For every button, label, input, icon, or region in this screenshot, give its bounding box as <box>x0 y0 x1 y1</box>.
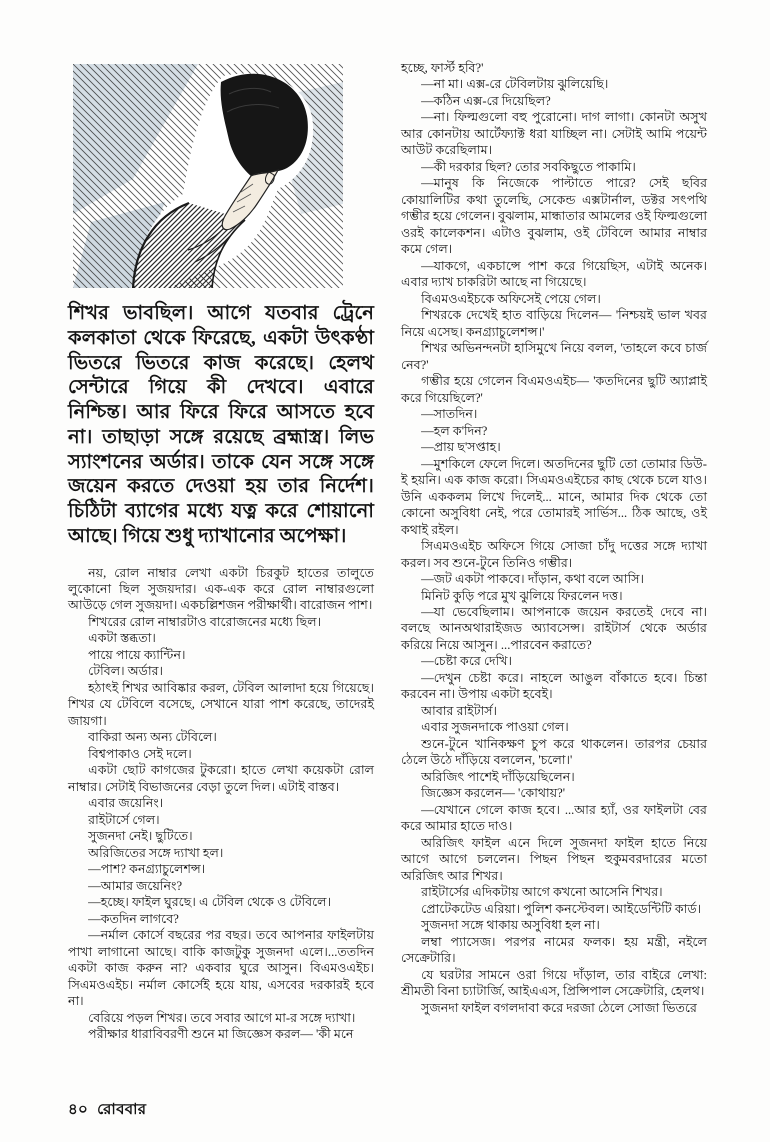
paragraph: অরিজিতের সঙ্গে দ্যাখা হল। <box>88 845 224 860</box>
paragraph: বাকিরা অন্য অন্য টেবিলে। <box>88 730 217 745</box>
paragraph: গম্ভীর হয়ে গেলেন বিএমওএইচ— 'কতদিনের ছুটি অ্যাপ্লাই করে গিয়েছিলে?' <box>401 374 707 405</box>
paragraph: —মানুষ কি নিজেকে পাল্টাতে পারে? সেই ছবির কোয়ালিটির কথা তুলেছি, সেকেন্ড এক্সটার্নাল, ডক্টর সৎপথি গম্ভীর হয়ে গেলেন। বুঝলাম, মান্ধাতার আমলের ওই ফিল্মগুলো ওরই কালেকশন। এটাও বুঝলাম, ওই টেবিলে আমার নাম্বার কমে গেল। <box>401 176 707 257</box>
paragraph: —নর্মাল কোর্সে বছরের পর বছর। তবে আপনার ফাইলটায় পাখা লাগানো আছে। বাকি কাজটুকু সুজনদা এলে।...ততদিন একটা কাজ করুন না? একবার ঘুরে আসুন। বিএমওএইচ। সিএমওএইচ। নর্মাল কোর্সেই হয়ে যায়, এসবের দরকারই হবে না। <box>68 928 374 1009</box>
paragraph: শিখর অভিনন্দনটা হাসিমুখে নিয়ে বলল, 'তাহলে কবে চার্জ নেব?' <box>401 341 707 372</box>
paragraph: —যাকগে, একচান্সে পাশ করে গিয়েছিস, এটাই অনেক। এবার দ্যাখ চাকরিটা আছে না গিয়েছে। <box>401 258 707 290</box>
paragraph: আবার রাইটার্স। <box>421 703 498 718</box>
paragraph: —না। ফিল্মগুলো বহু পুরোনো। দাগ লাগা। কোনটা অসুখ আর কোনটায় আর্টেফ্যাক্ট ধরা যাচ্ছিল না। সেটাই আমি পয়েন্ট আউট করেছিলাম। <box>401 110 707 158</box>
paragraph: একটা ছোট কাগজের টুকরো। হাতে লেখা কয়েকটা রোল নাম্বার। সেটাই বিভাজনের বেড়া তুলে দিল। এটাই বাস্তব। <box>68 763 374 794</box>
paragraph: পরীক্ষার ধারাবিবরণী শুনে মা জিজ্ঞেস করল— 'কী মনে <box>88 1027 354 1042</box>
paragraph: —পাশ? কনগ্র্যাচুলেশন্স। <box>88 862 206 877</box>
paragraph: —মুশকিলে ফেলে দিলে। অতদিনের ছুটি তো তোমার ডিউ-ই হয়নি। এক কাজ করো। সিএমওএইচের কাছ থেকে চলে যাও। উনি এককলম লিখে দিলেই... মানে, আমার দিক থেকে তো কোনো অসুবিধা নেই, পরে তোমারই সার্ভিস... ঠিক আছে, ওই কথাই রইল। <box>401 456 707 537</box>
paragraph: রাইটার্সে গেল। <box>88 812 160 827</box>
paragraph: বিশ্বপাকাও সেই দলে। <box>88 746 192 761</box>
man-bowed-head-sketch-svg <box>72 64 344 288</box>
paragraph: —দেখুন চেষ্টা করে। নাহলে আঙুল বাঁকাতে হবে। চিন্তা করবেন না। উপায় একটা হবেই। <box>401 670 707 702</box>
paragraph: অরিজিৎ ফাইল এনে দিলে সুজনদা ফাইল হাতে নিয়ে আগে আগে চললেন। পিছন পিছন হুকুমবরদারের মতো অরিজিৎ আর শিখর। <box>401 835 707 883</box>
paragraph: অরিজিৎ পাশেই দাঁড়িয়েছিলেন। <box>421 769 575 784</box>
paragraph: মিনিট কুড়ি পরে মুখ ঝুলিয়ে ফিরলেন দত্ত। <box>421 588 623 603</box>
paragraph: —চেষ্টা করে দেখি। <box>421 654 513 669</box>
lead-paragraph: শিখর ভাবছিল। আগে যতবার ট্রেনে কলকাতা থেকে ফিরেছে, একটা উৎকণ্ঠা ভিতরে ভিতরে কাজ করেছে। হেলথ সেন্টারে গিয়ে কী দেখবে। এবারে নিশ্চিন্ত। আর ফিরে ফিরে আসতে হবে না। তাছাড়া সঙ্গে রয়েছে ব্রহ্মাস্ত্র। লিভ স্যাংশনের অর্ডার। তাকে যেন সঙ্গে সঙ্গে জয়েন করতে দেওয়া হয় তার নির্দেশ। চিঠিটা ব্যাগের মধ্যে যত্ন করে শোয়ানো আছে। গিয়ে শুধু দ্যাখানোর অপেক্ষা। <box>68 303 374 547</box>
paragraph: প্রোটেকটেড এরিয়া। পুলিশ কনস্টেবল। আইডেন্টিটি কার্ড। <box>421 901 702 916</box>
paragraph: নয়, রোল নাম্বার লেখা একটা চিরকুট হাতের তালুতে লুকোনো ছিল সুজয়দার। এক-এক করে রোল নাম্বারগুলো আউড়ে গেল সুজয়দা। একচল্লিশজন পরীক্ষার্থী। বারোজন পাশ। <box>68 565 374 613</box>
left-column-text <box>68 565 374 1043</box>
paragraph: এবার জয়েনিং। <box>88 796 164 811</box>
magazine-title: রোববার <box>97 1102 147 1118</box>
paragraph: পায়ে পায়ে ক্যান্টিন। <box>88 647 186 662</box>
paragraph: যে ঘরটার সামনে ওরা গিয়ে দাঁড়াল, তার বাইরে লেখা: শ্রীমতী বিনা চ্যাটার্জি, আইএএস, প্রিন্সিপাল সেক্রেটারি, হেলথ। <box>401 967 707 999</box>
paragraph: হচ্ছে, ফার্স্ট হবি?' <box>401 61 484 75</box>
paragraph: টেবিল। অর্ডার। <box>88 664 164 679</box>
paragraph: শিখরের রোল নাম্বারটাও বারোজনের মধ্যে ছিল। <box>88 614 322 629</box>
paragraph: —যা ভেবেছিলাম। আপনাকে জয়েন করতেই দেবে না। বলছে আনঅথারাইজড অ্যাবসেন্স। রাইটার্স থেকে অর্ডার করিয়ে নিয়ে আসুন। ...পারবেন করাতে? <box>401 604 707 652</box>
paragraph: এবার সুজনদাকে পাওয়া গেল। <box>421 720 569 735</box>
paragraph: —না মা। এক্স-রে টেবিলটায় ঝুলিয়েছি। <box>421 77 609 92</box>
paragraph: —হচ্ছে। ফাইল ঘুরছে। এ টেবিল থেকে ও টেবিলে। <box>88 895 332 910</box>
page-number: ৪০ <box>68 1102 89 1118</box>
paragraph: লম্বা প্যাসেজ। পরপর নামের ফলক। হয় মন্ত্রী, নইলে সেক্রেটারি। <box>401 934 707 966</box>
paragraph: সুজনদা নেই। ছুটিতে। <box>88 829 193 844</box>
paragraph: —কতদিন লাগবে? <box>88 911 179 926</box>
paragraph: —কঠিন এক্স-রে দিয়েছিল? <box>421 93 551 108</box>
paragraph: সুজনদা সঙ্গে থাকায় অসুবিধা হল না। <box>421 918 600 933</box>
paragraph: —প্রায় ছ'সপ্তাহ। <box>421 440 501 455</box>
paragraph: সুজনদা ফাইল বগলদাবা করে দরজা ঠেলে সোজা ভিতরে <box>421 1000 697 1015</box>
page-footer <box>68 1098 146 1123</box>
paragraph: শুনে-টুনে খানিকক্ষণ চুপ করে থাকলেন। তারপর চেয়ার ঠেলে উঠে দাঁড়িয়ে বললেন, 'চলো।' <box>401 736 707 768</box>
paragraph: বিএমওএইচকে অফিসেই পেয়ে গেল। <box>421 291 601 306</box>
paragraph: —সাতদিন। <box>421 407 478 422</box>
paragraph: —আমার জয়েনিং? <box>88 878 183 893</box>
paragraph: রাইটার্সের এদিকটায় আগে কখনো আসেনি শিখর। <box>421 885 663 900</box>
paragraph: বেরিয়ে পড়ল শিখর। তবে সবার আগে মা-র সঙ্গে দ্যাখা। <box>88 1010 356 1025</box>
paragraph: —হল ক'দিন? <box>421 423 488 438</box>
paragraph: —কী দরকার ছিল? তোর সবকিছুতে পাকামি। <box>421 159 636 174</box>
paragraph: সিএমওএইচ অফিসে গিয়ে সোজা চাঁদু দত্তের সঙ্গে দ্যাখা করল। সব শুনে-টুনে তিনিও গম্ভীর। <box>401 539 707 570</box>
paragraph: একটা স্তব্ধতা। <box>88 631 156 646</box>
paragraph: হঠাৎই শিখর আবিষ্কার করল, টেবিল আলাদা হয়ে গিয়েছে। শিখর যে টেবিলে বসেছে, সেখানে যারা পাশ করেছে, তাদেরই জায়গা। <box>68 680 374 728</box>
paragraph: —জট একটা পাকবে। দাঁড়ান, কথা বলে আসি। <box>421 572 645 587</box>
paragraph: জিজ্ঞেস করলেন— 'কোথায়?' <box>421 786 565 801</box>
left-column <box>68 64 374 1043</box>
paragraph: শিখরকে দেখেই হাত বাড়িয়ে দিলেন— 'নিশ্চয়ই ভাল খবর নিয়ে এসেছ। কনগ্র্যাচুলেশন্স।' <box>401 308 707 339</box>
paragraph: —যেখানে গেলে কাজ হবে। ...আর হ্যাঁ, ওর ফাইলটা বের করে আমার হাতে দাও। <box>401 802 707 834</box>
right-column-text <box>401 60 707 1016</box>
ink-sketch-illustration <box>72 64 344 288</box>
